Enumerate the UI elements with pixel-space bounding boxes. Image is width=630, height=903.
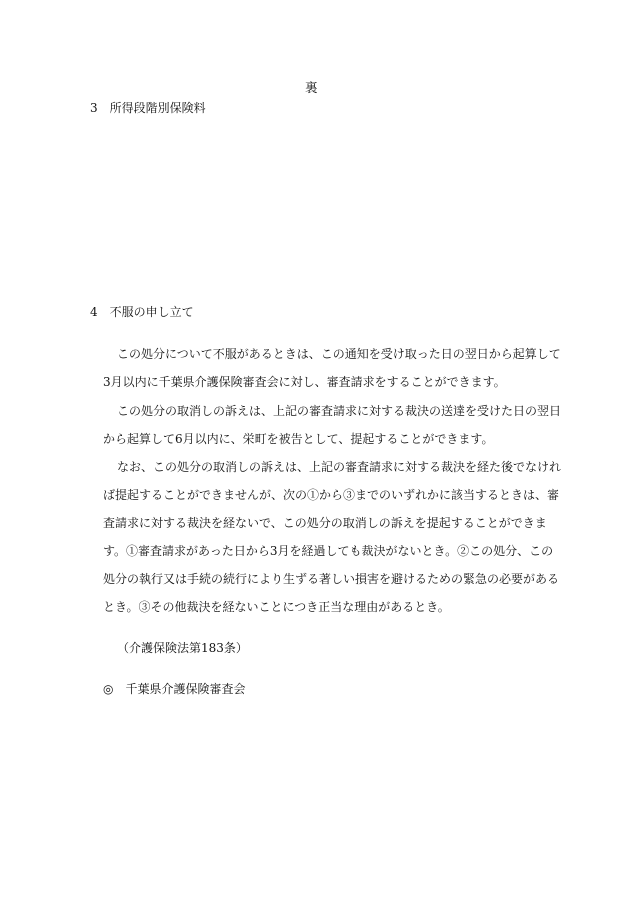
paragraph-line: 査請求に対する裁決を経ないで、この処分の取消しの訴えを提起することができま — [103, 516, 547, 530]
paragraph-line: から起算して6月以内に、栄町を被告として、提起することができます。 — [103, 432, 494, 446]
paragraph-line: す。①審査請求があった日から3月を経過しても裁決がないとき。②この処分、この — [103, 544, 554, 558]
paragraph-line: とき。③その他裁決を経ないことにつき正当な理由があるとき。 — [103, 600, 450, 614]
page-title: 裏 — [305, 80, 318, 95]
paragraph-line: ば提起することができませんが、次の①から③までのいずれかに該当するときは、審 — [103, 488, 560, 502]
paragraph-line: この処分について不服があるときは、この通知を受け取った日の翌日から起算して — [117, 347, 561, 361]
review-board-contact: ◎ 千葉県介護保険審査会 — [103, 682, 246, 696]
law-reference: （介護保険法第183条） — [117, 641, 248, 655]
paragraph-line: 処分の執行又は手続の続行により生ずる著しい損害を避けるための緊急の必要がある — [103, 572, 560, 586]
paragraph-line: この処分の取消しの訴えは、上記の審査請求に対する裁決の送達を受けた日の翌日 — [117, 404, 562, 418]
section-3-heading: 3 所得段階別保険料 — [90, 101, 206, 115]
paragraph-line: 3月以内に千葉県介護保険審査会に対し、審査請求をすることができます。 — [103, 375, 506, 389]
paragraph-line: なお、この処分の取消しの訴えは、上記の審査請求に対する裁決を経た後でなけれ — [117, 460, 562, 474]
section-4-heading: 4 不服の申し立て — [90, 305, 194, 319]
